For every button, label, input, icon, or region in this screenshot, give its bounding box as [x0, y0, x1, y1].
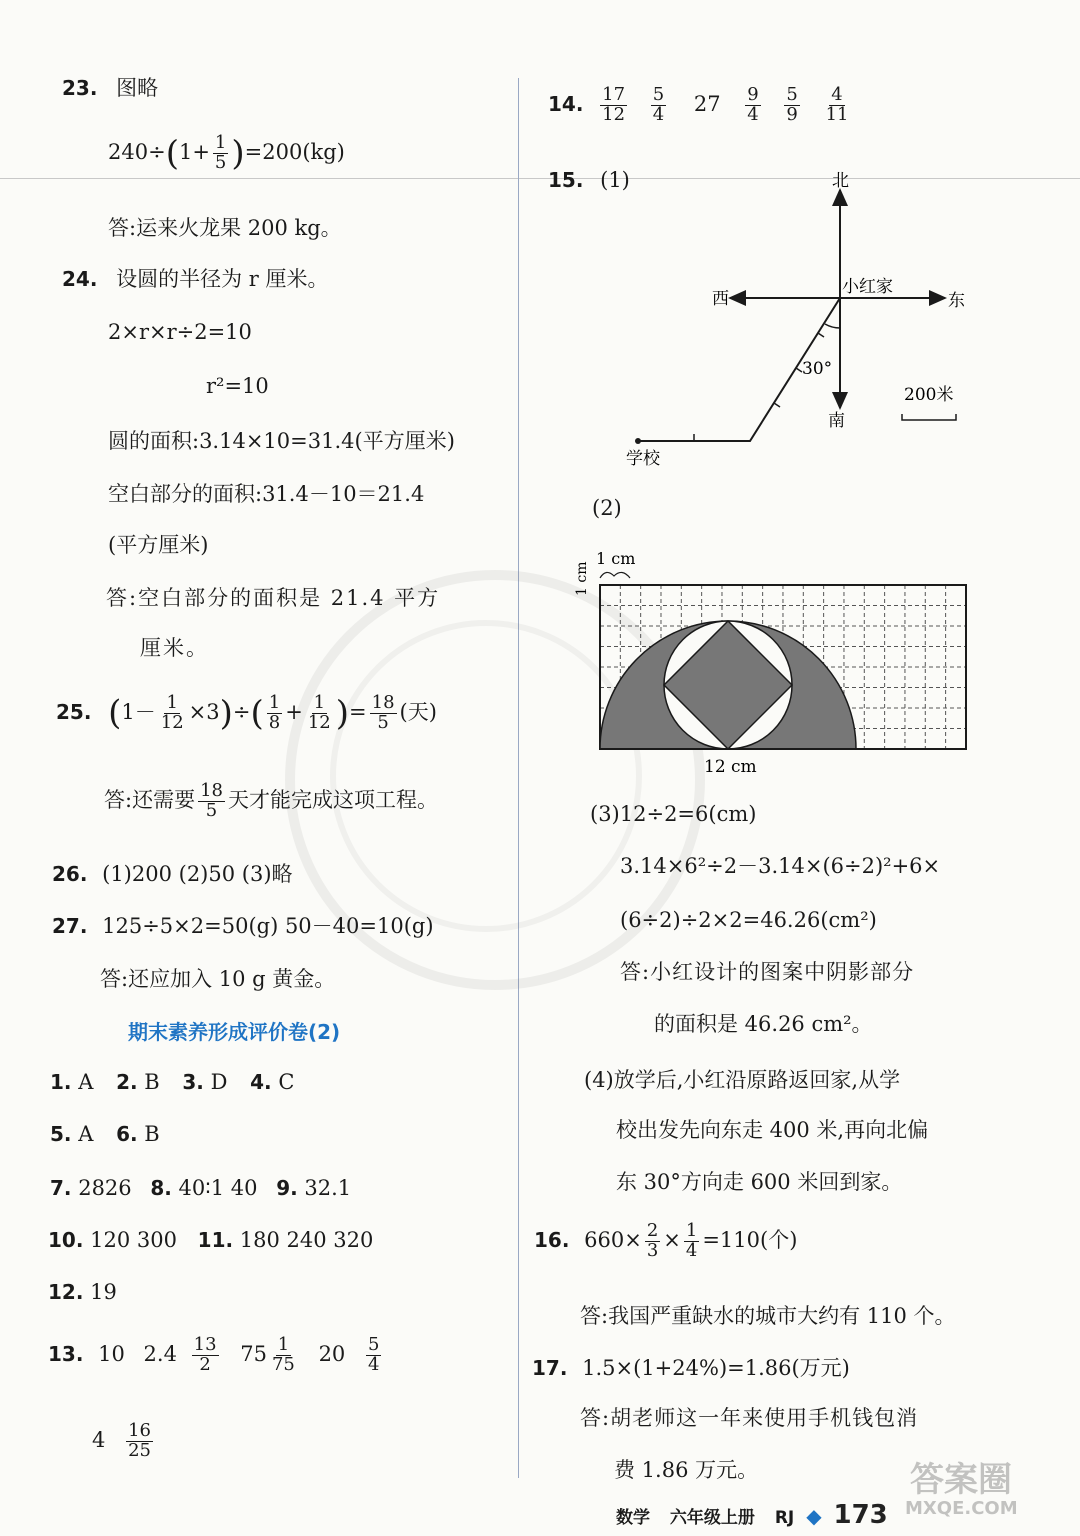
q15-part2-label: (2) — [592, 496, 622, 520]
q27-line: 27. 125÷5×2=50(g) 50－40=10(g) — [52, 914, 434, 938]
watermark-logo: 答案圈 — [910, 1460, 1012, 1500]
q24-line-1: 2×r×r÷2=10 — [108, 320, 252, 344]
q15-line: 15. (1) — [548, 168, 630, 192]
q27-answer: 答:还应加入 10 g 黄金。 — [100, 967, 336, 991]
unit-v-label: 1 cm — [574, 561, 590, 596]
answers-row-4: 10. 120 300 11. 180 240 320 — [48, 1228, 374, 1252]
q17-line: 17. 1.5×(1+24%)=1.86(万元) — [532, 1356, 850, 1380]
q24-line-2: r²=10 — [206, 374, 269, 398]
q24-answer-1: 答:空白部分的面积是 21.4 平方 — [106, 586, 441, 610]
section-title: 期末素养形成评价卷(2) — [128, 1020, 341, 1044]
footer-edition: RJ — [774, 1508, 795, 1528]
q24-text: 设圆的半径为 r 厘米。 — [116, 267, 329, 291]
q14-line: 14. $\frac{17}{12}$ $\frac{5}{4}$ 27 $\frac{9}{4}$ $\frac{5}{9}$ $\frac{4}{11}$ — [548, 84, 849, 125]
q15-3-answer-2: 的面积是 46.26 cm²。 — [654, 1012, 873, 1036]
angle-label: 30° — [802, 359, 833, 379]
compass-diagram — [600, 168, 980, 478]
q15-3c: (6÷2)÷2×2=46.26(cm²) — [620, 908, 877, 932]
footer-subject: 数学 — [616, 1508, 650, 1528]
unit-h-label: 1 cm — [596, 549, 636, 568]
watermark-url: MXQE.COM — [905, 1498, 1018, 1519]
home-label: 小红家 — [842, 277, 893, 297]
q15-3b: 3.14×6²÷2－3.14×(6÷2)²+6× — [620, 854, 941, 878]
answers-row-3: 7. 2826 8. 40∶1 40 9. 32.1 — [50, 1176, 352, 1200]
q15-4b: 校出发先向东走 400 米,再向北偏 — [616, 1118, 929, 1142]
q16-line: 16. 660× $\frac{2}{3}$ × $\frac{1}{4}$ =110(个) — [534, 1220, 798, 1261]
q24-line-5: (平方厘米) — [108, 533, 209, 557]
scale-bar — [902, 414, 956, 420]
fraction: $\frac{1}{5}$ — [214, 132, 227, 173]
q15-3a: (3)12÷2=6(cm) — [590, 802, 757, 826]
grid-diagram — [570, 544, 980, 784]
width-label: 12 cm — [704, 757, 757, 777]
q24-answer-2: 厘米。 — [140, 636, 209, 660]
q23-number: 23. — [62, 76, 98, 100]
east-label: 东 — [948, 291, 965, 311]
q24-number: 24. — [62, 267, 98, 291]
q16-answer: 答:我国严重缺水的城市大约有 110 个。 — [580, 1304, 956, 1328]
route-ticks — [694, 333, 824, 441]
west-label: 西 — [712, 289, 729, 309]
q23-answer: 答:运来火龙果 200 kg。 — [108, 216, 342, 240]
scale-label: 200米 — [904, 385, 954, 405]
page-footer — [616, 1500, 888, 1530]
footer-grade: 六年级上册 — [669, 1508, 755, 1528]
q17-answer-2: 费 1.86 万元。 — [614, 1458, 759, 1482]
answers-row-5: 12. 19 — [48, 1280, 117, 1304]
q13-line: 13. 10 2.4 $\frac{13}{2}$ 75 $\frac{1}{75}$ 20 $\frac{5}{4}$ — [48, 1334, 380, 1375]
q24-line — [62, 267, 329, 292]
q23-line — [62, 76, 158, 101]
q15-4a: (4)放学后,小红沿原路返回家,从学 — [584, 1068, 901, 1092]
q15-4c: 东 30°方向走 600 米回到家。 — [616, 1170, 903, 1194]
north-label: 北 — [832, 171, 849, 191]
q25-number: 25. — [56, 699, 92, 724]
q15-3-answer-1: 答:小红设计的图案中阴影部分 — [620, 960, 915, 984]
q25-line: 25. (1－ $\frac{1}{12}$ ×3)÷( $\frac{1}{8}$ + $\frac{1}{12}$ )= $\frac{18}{5}$ (天) — [56, 692, 437, 734]
south-label: 南 — [828, 411, 845, 431]
q26-line: 26. (1)200 (2)50 (3)略 — [52, 862, 293, 886]
school-point — [635, 438, 641, 444]
brace-h — [600, 572, 630, 578]
q24-line-3: 圆的面积:3.14×10=31.4(平方厘米) — [108, 429, 455, 453]
answers-row-1: 1. A 2. B 3. D 4. C — [50, 1070, 295, 1094]
q23-text: 图略 — [116, 76, 159, 100]
angle-arc — [825, 324, 840, 328]
diamond-icon: ◆ — [806, 1504, 822, 1528]
school-label: 学校 — [626, 449, 660, 469]
q13-line-2: 4 $\frac{16}{25}$ — [92, 1420, 151, 1461]
q24-line-4: 空白部分的面积:31.4－10＝21.4 — [108, 482, 425, 506]
q25-answer: 答:还需要 $\frac{18}{5}$ 天才能完成这项工程。 — [104, 780, 438, 821]
q23-equation: 240÷(1+ $\frac{1}{5}$ )=200(kg) — [108, 132, 345, 174]
q17-answer-1: 答:胡老师这一年来使用手机钱包消 — [580, 1406, 919, 1430]
answers-row-2: 5. A 6. B — [50, 1122, 160, 1146]
page-number: 173 — [833, 1500, 888, 1530]
